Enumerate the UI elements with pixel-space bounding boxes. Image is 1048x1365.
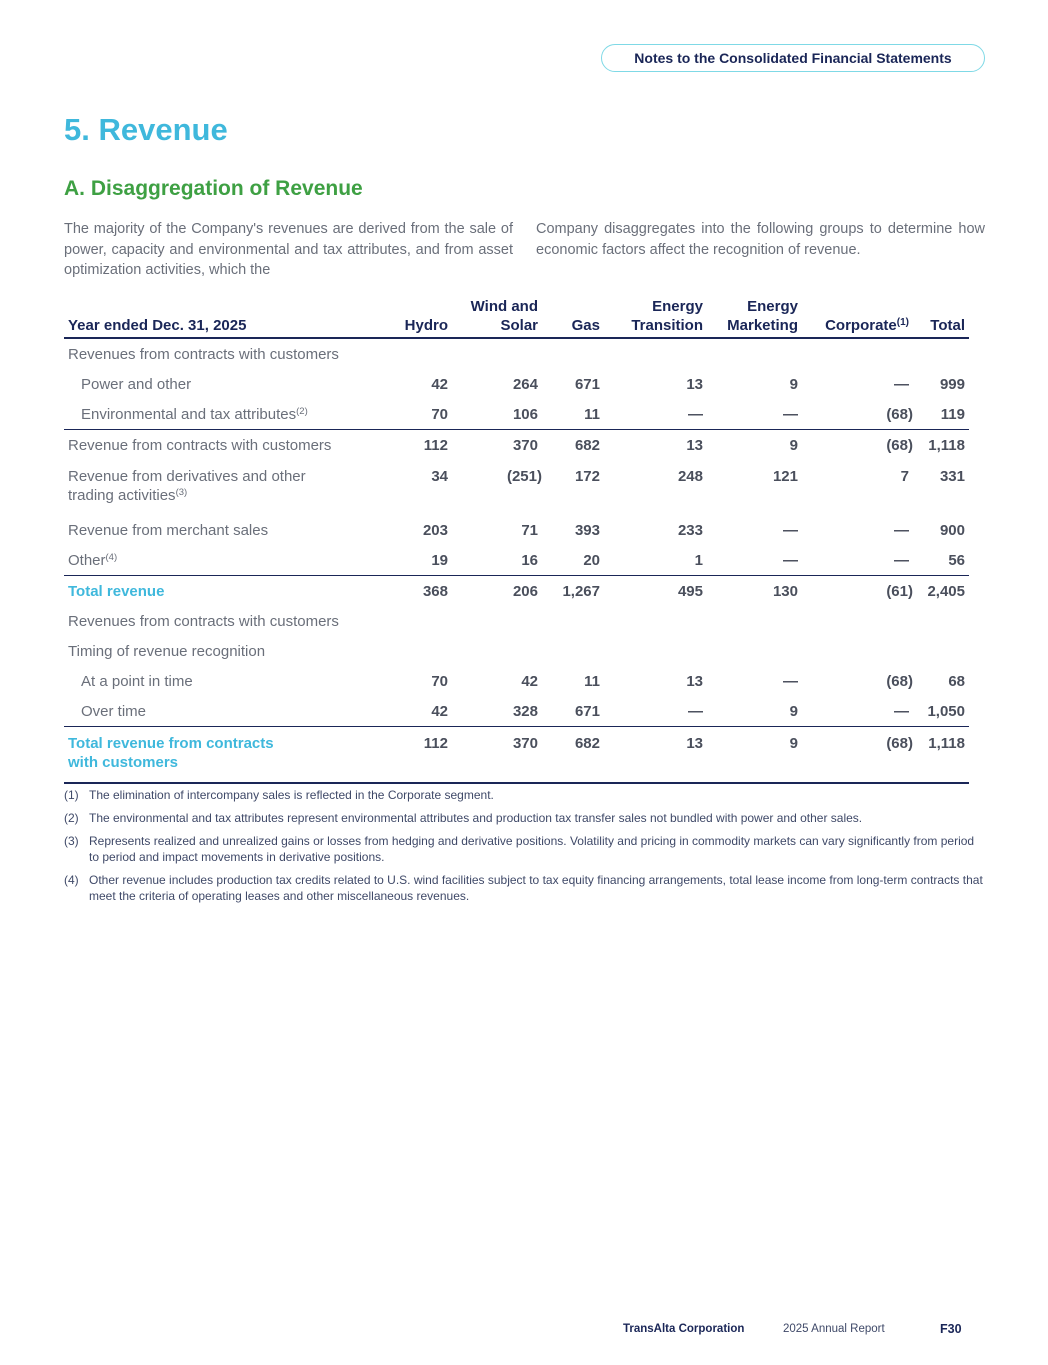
table-cell: 1,267 xyxy=(542,576,604,607)
row-label: Timing of revenue recognition xyxy=(68,642,266,660)
row-label: Total revenue xyxy=(64,576,382,607)
intro-paragraph-left: The majority of the Company's revenues are derived from the sale of power, capacity and environmental and tax attributes, and from asset optimization activities, which the xyxy=(64,221,513,278)
row-label: Revenue from merchant sales xyxy=(68,521,269,539)
table-cell: 264 xyxy=(512,375,538,393)
table-cell: 106 xyxy=(512,405,538,423)
table-cell xyxy=(802,636,913,666)
table-cell: 172 xyxy=(574,468,600,485)
table-row xyxy=(64,338,969,369)
table-cell: — xyxy=(783,405,798,423)
section-label-badge: Notes to the Consolidated Financial Statements xyxy=(601,44,985,72)
footnote: (4) Other revenue includes production tax credits related to U.S. wind facilities subject to tax equity financing arrangements, total lease income from long-term contracts that meet the criteria of operating leases and other miscellaneous revenues. xyxy=(64,873,983,903)
table-cell: 495 xyxy=(604,576,707,607)
table-cell: 999 xyxy=(939,375,965,393)
table-cell: 1,118 xyxy=(913,727,969,784)
table-cell: 203 xyxy=(422,521,448,539)
table-cell xyxy=(604,606,707,636)
table-cell: 331 xyxy=(939,468,965,485)
table-cell: 56 xyxy=(948,551,965,569)
table-cell: 393 xyxy=(574,521,600,539)
table-cell: — xyxy=(688,702,703,720)
table-cell: 682 xyxy=(542,430,604,461)
table-cell: 9 xyxy=(707,430,802,461)
table-cell: 20 xyxy=(583,551,600,569)
table-cell xyxy=(542,636,604,666)
col-header-wind-solar: Wind and Solar xyxy=(452,297,542,338)
table-cell xyxy=(542,606,604,636)
table-cell: 9 xyxy=(789,702,798,720)
table-cell xyxy=(913,338,969,369)
section-subtitle: A. Disaggregation of Revenue xyxy=(64,177,363,200)
table-cell xyxy=(707,636,802,666)
footer-report: 2025 Annual Report xyxy=(783,1323,885,1335)
row-label: Other$^{(4)}$ xyxy=(68,551,118,569)
row-label: Revenues from contracts with customers xyxy=(68,345,339,363)
table-cell: 19 xyxy=(431,551,448,569)
table-cell: 130 xyxy=(707,576,802,607)
table-cell: 119 xyxy=(940,405,965,423)
row-label: Total revenue from contracts with customers xyxy=(64,727,382,784)
table-cell: 370 xyxy=(452,727,542,784)
row-label: Revenue from derivatives and other trading activities$^{(3)}$ xyxy=(68,468,306,504)
table-cell: 2,405 xyxy=(913,576,969,607)
col-header-energy-transition: Energy Transition xyxy=(604,297,707,338)
table-row xyxy=(64,460,969,515)
table-cell: 70 xyxy=(431,672,448,690)
table-row xyxy=(64,545,969,576)
table-row xyxy=(64,696,969,727)
table-cell: 1 xyxy=(694,551,703,569)
table-row xyxy=(64,576,969,607)
table-cell: (61) xyxy=(802,576,913,607)
table-cell: 1,118 xyxy=(913,430,969,461)
table-row xyxy=(64,430,969,461)
table-cell: 900 xyxy=(939,521,965,539)
table-cell xyxy=(802,606,913,636)
table-cell: 42 xyxy=(521,672,538,690)
table-cell: 248 xyxy=(677,468,703,485)
col-header-year: Year ended Dec. 31, 2025 xyxy=(64,297,382,338)
page-footer xyxy=(0,1323,1048,1339)
table-cell: 70 xyxy=(431,405,448,423)
footnote: (3) Represents realized and unrealized gains or losses from hedging and derivative positions. Volatility and pricing in commodity markets can vary significantly from period to period and impact movements in derivative positions. xyxy=(64,834,975,864)
table-cell: 233 xyxy=(677,521,703,539)
intro-paragraph-right: Company disaggregates into the following groups to determine how economic factors affect the recognition of revenue. xyxy=(536,221,985,258)
table-cell: 34 xyxy=(431,468,448,485)
table-cell: 368 xyxy=(382,576,452,607)
table-cell: — xyxy=(783,551,798,569)
row-label: Over time xyxy=(81,702,147,720)
table-cell: 9 xyxy=(707,727,802,784)
table-cell: — xyxy=(783,672,798,690)
table-cell xyxy=(707,338,802,369)
table-row xyxy=(64,399,969,430)
table-cell xyxy=(452,606,542,636)
table-cell: 112 xyxy=(382,727,452,784)
table-cell xyxy=(382,636,452,666)
row-label: Revenue from contracts with customers xyxy=(64,430,382,461)
table-cell: 671 xyxy=(574,702,600,720)
table-cell: — xyxy=(894,521,909,539)
table-cell: 42 xyxy=(431,375,448,393)
table-cell: (68) xyxy=(886,405,913,423)
table-row xyxy=(64,666,969,696)
table-cell: (68) xyxy=(802,430,913,461)
table-cell: 11 xyxy=(584,405,600,423)
table-cell: 71 xyxy=(521,521,538,539)
table-cell: 11 xyxy=(584,672,600,690)
table-cell: 370 xyxy=(452,430,542,461)
row-label: Revenues from contracts with customers xyxy=(68,612,339,630)
revenue-table xyxy=(64,297,969,784)
table-cell: 13 xyxy=(686,375,703,393)
table-cell: 671 xyxy=(574,375,600,393)
table-cell xyxy=(452,636,542,666)
footnote: (2) The environmental and tax attributes represent environmental attributes and production tax transfer sales not bundled with power and other sales. xyxy=(64,811,863,825)
table-row xyxy=(64,606,969,636)
table-cell: 9 xyxy=(789,375,798,393)
table-cell xyxy=(913,636,969,666)
table-cell xyxy=(452,338,542,369)
page-title: 5. Revenue xyxy=(64,112,228,147)
table-cell: (68) xyxy=(802,727,913,784)
table-cell xyxy=(604,338,707,369)
table-cell: 68 xyxy=(948,672,965,690)
table-cell: 1,050 xyxy=(927,702,965,720)
table-cell: 206 xyxy=(452,576,542,607)
table-header-row xyxy=(64,297,969,338)
footnote: (1) The elimination of intercompany sales is reflected in the Corporate segment. xyxy=(64,788,494,802)
table-row xyxy=(64,636,969,666)
table-cell: 112 xyxy=(382,430,452,461)
table-cell: 13 xyxy=(604,430,707,461)
row-label: Power and other xyxy=(81,375,192,393)
table-cell: — xyxy=(688,405,703,423)
table-row xyxy=(64,515,969,545)
table-cell: 7 xyxy=(900,468,909,485)
row-label: At a point in time xyxy=(81,672,193,690)
table-cell xyxy=(382,338,452,369)
col-header-gas: Gas xyxy=(542,297,604,338)
table-cell: — xyxy=(894,702,909,720)
table-row xyxy=(64,369,969,399)
col-header-total: Total xyxy=(913,297,969,338)
table-cell xyxy=(802,338,913,369)
table-cell: 121 xyxy=(772,468,798,485)
table-cell xyxy=(604,636,707,666)
footnotes xyxy=(64,787,986,911)
table-cell xyxy=(382,606,452,636)
table-cell xyxy=(542,338,604,369)
page-number: F30 xyxy=(940,1322,962,1336)
table-cell: (251) xyxy=(506,468,542,485)
table-cell: 682 xyxy=(542,727,604,784)
col-header-energy-marketing: Energy Marketing xyxy=(707,297,802,338)
footer-company: TransAlta Corporation xyxy=(623,1323,745,1335)
table-cell xyxy=(913,606,969,636)
col-header-hydro: Hydro xyxy=(382,297,452,338)
table-cell: — xyxy=(783,521,798,539)
table-cell: (68) xyxy=(886,672,913,690)
table-row xyxy=(64,727,969,784)
table-cell: 16 xyxy=(521,551,538,569)
table-cell: — xyxy=(894,375,909,393)
table-cell: 13 xyxy=(604,727,707,784)
table-cell: — xyxy=(894,551,909,569)
table-cell: 328 xyxy=(512,702,538,720)
table-cell: 42 xyxy=(431,702,448,720)
row-label: Environmental and tax attributes$^{(2)}$ xyxy=(81,405,308,423)
table-cell: 13 xyxy=(686,672,703,690)
col-header-corporate: Corporate$^{(1)}$ xyxy=(802,297,913,338)
table-cell xyxy=(707,606,802,636)
